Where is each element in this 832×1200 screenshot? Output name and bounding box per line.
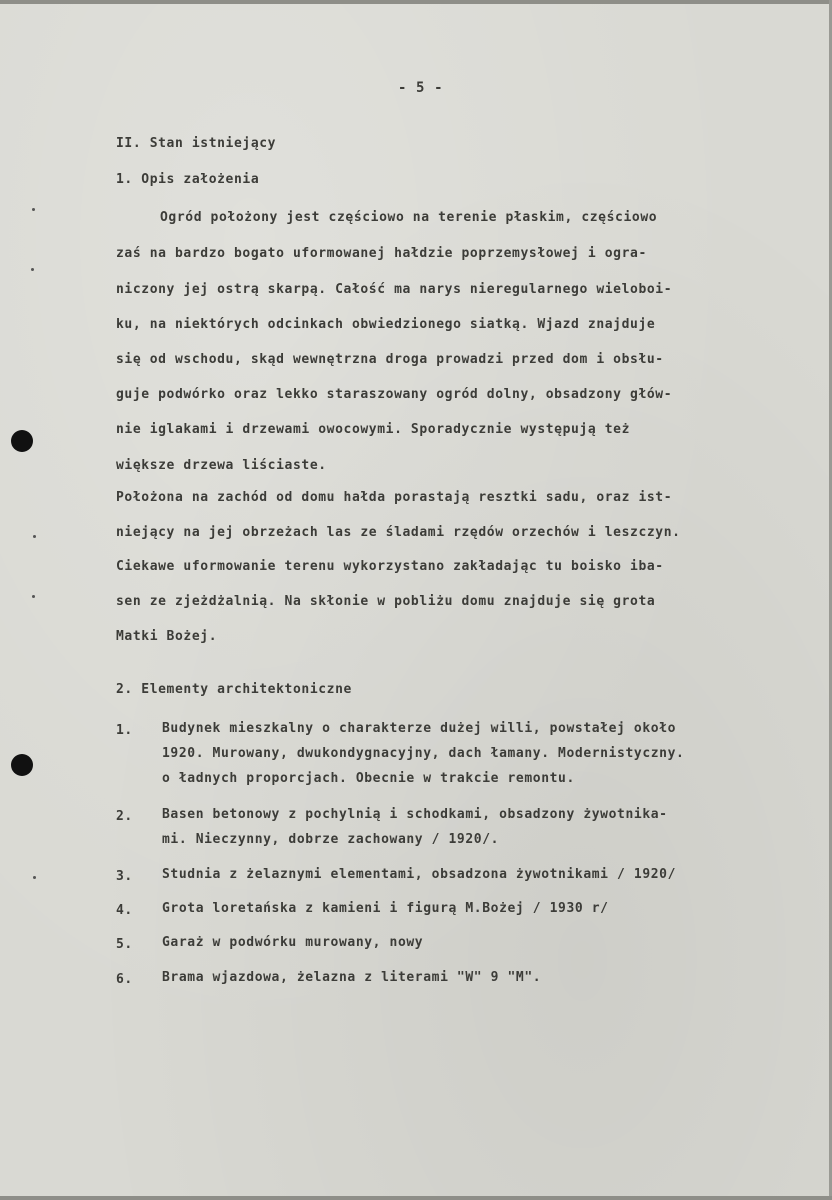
description-line: Ciekawe uformowanie terenu wykorzystano zakładając tu boisko iba-	[116, 559, 664, 574]
element-line: 1920. Murowany, dwukondygnacyjny, dach łamany. Modernistyczny.	[162, 746, 685, 761]
description-line: większe drzewa liściaste.	[116, 458, 327, 473]
scan-edge-top	[0, 0, 832, 4]
description-line: nie iglakami i drzewami owocowymi. Sporadycznie występują też	[116, 422, 631, 437]
element-line: Budynek mieszkalny o charakterze dużej willi, powstałej około	[162, 721, 677, 736]
element-line: mi. Nieczynny, dobrze zachowany / 1920/.	[162, 832, 500, 847]
subsection-heading-description: 1. Opis założenia	[116, 172, 260, 187]
scan-speck	[31, 268, 34, 271]
element-line: Basen betonowy z pochylnią i schodkami, obsadzony żywotnika-	[162, 807, 668, 822]
punch-hole-top	[11, 430, 33, 452]
scan-speck	[32, 595, 35, 598]
description-line: Matki Bożej.	[116, 629, 218, 644]
description-line: sen ze zjeżdżalnią. Na skłonie w pobliżu domu znajduje się grota	[116, 594, 656, 609]
element-line: Grota loretańska z kamieni i figurą M.Bożej / 1930 r/	[162, 901, 609, 916]
element-line: Studnia z żelaznymi elementami, obsadzona żywotnikami / 1920/	[162, 867, 677, 882]
description-line: niczony jej ostrą skarpą. Całość ma narys nieregularnego wieloboi-	[116, 282, 673, 297]
description-line: guje podwórko oraz lekko staraszowany ogród dolny, obsadzony głów-	[116, 387, 673, 402]
description-line: ku, na niektórych odcinkach obwiedzionego siatką. Wjazd znajduje	[116, 317, 656, 332]
description-line: zaś na bardzo bogato uformowanej hałdzie poprzemysłowej i ogra-	[116, 246, 647, 261]
punch-hole-bottom	[11, 754, 33, 776]
scan-speck	[32, 208, 35, 211]
description-line: Położona na zachód od domu hałda porastają resztki sadu, oraz ist-	[116, 490, 673, 505]
element-number: 5.	[116, 937, 133, 952]
scan-speck	[33, 876, 36, 879]
section-heading: II. Stan istniejący	[116, 136, 277, 151]
element-number: 1.	[116, 723, 133, 738]
description-line: niejący na jej obrzeżach las ze śladami rzędów orzechów i leszczyn.	[116, 525, 681, 540]
element-line: Brama wjazdowa, żelazna z literami "W" 9 "M".	[162, 970, 542, 985]
element-number: 3.	[116, 869, 133, 884]
description-line: Ogród położony jest częściowo na terenie płaskim, częściowo	[160, 210, 658, 225]
scan-speck	[33, 535, 36, 538]
description-line: się od wschodu, skąd wewnętrzna droga prowadzi przed dom i obsłu-	[116, 352, 664, 367]
element-line: Garaż w podwórku murowany, nowy	[162, 935, 424, 950]
element-number: 4.	[116, 903, 133, 918]
page-number: - 5 -	[398, 80, 444, 96]
scan-edge-bottom	[0, 1196, 832, 1200]
element-number: 2.	[116, 809, 133, 824]
subsection-heading-architecture: 2. Elementy architektoniczne	[116, 682, 352, 697]
element-line: o ładnych proporcjach. Obecnie w trakcie remontu.	[162, 771, 575, 786]
element-number: 6.	[116, 972, 133, 987]
